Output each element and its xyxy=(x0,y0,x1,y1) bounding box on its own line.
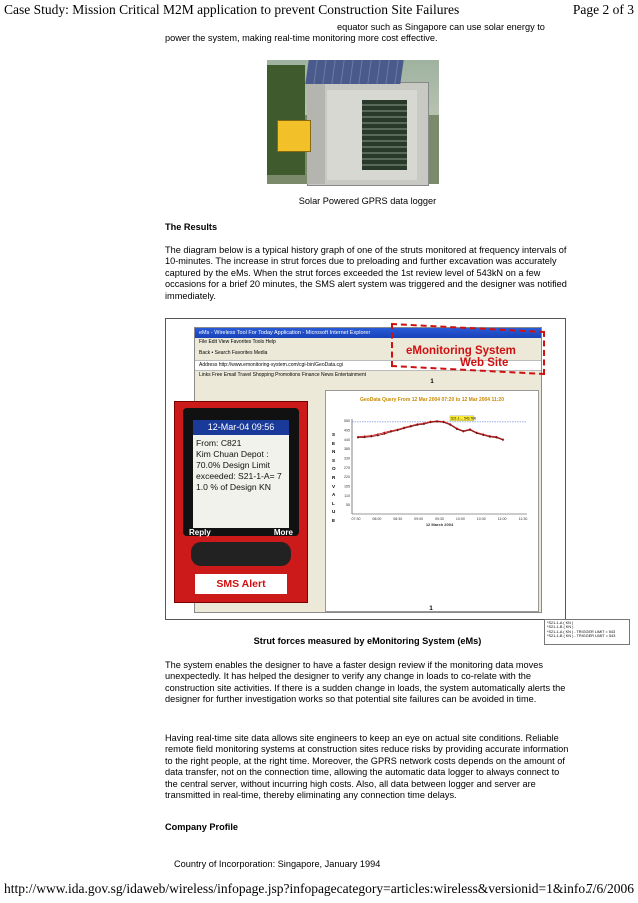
phone-more-softkey: More xyxy=(273,528,293,537)
series-point xyxy=(443,421,445,423)
x-axis-label: 12 March 2004 xyxy=(425,522,454,527)
photo-circuit-board xyxy=(362,100,407,170)
paragraph-real-time-data: Having real-time site data allows site engineers to keep an eye on actual site conditions. Reliable remote field monitoring systems at construction sites reduce risks by providing accurate information to the right people, at the right time. Moreover, the GPRS network costs depends on the amount of data transfer, not on the connection time, allowing the automatic data logger to always connect to the central server, without incurring high costs. Also, all data between logger and server are transmitted in real-time, thereby eliminating any connection time delays. xyxy=(165,733,569,801)
x-tick-label: 11:30 xyxy=(518,517,528,521)
browser-title-bar: eMs - Wireless Tool For Today Application - Microsoft Internet Explorer xyxy=(195,328,541,338)
phone-screen xyxy=(183,408,299,536)
results-heading: The Results xyxy=(165,222,218,232)
x-tick-label: 08:00 xyxy=(372,517,382,521)
y-tick-label: 275 xyxy=(344,465,350,470)
series-point xyxy=(390,431,392,433)
series-point xyxy=(482,434,484,436)
page-footer xyxy=(4,881,634,899)
legend-entry-1: *S21-1-A ( KN ) xyxy=(547,621,574,625)
series-point xyxy=(370,436,372,438)
intro-line-2: power the system, making real-time monitoring more cost effective. xyxy=(165,33,438,44)
figure-caption: Strut forces measured by eMonitoring System (eMs) xyxy=(253,636,482,646)
series-point xyxy=(436,421,438,423)
annotation-label: S21-1-... 543.7kN xyxy=(451,416,476,421)
y-tick-label: 165 xyxy=(344,484,350,489)
intro-line-1: equator such as Singapore can use solar energy to xyxy=(337,22,545,32)
legend-entry-3: *S21-1-A ( KN ) - TRIGGER LIMIT = 543 xyxy=(547,629,616,634)
phone-datetime: 12-Mar-04 09:56 xyxy=(193,420,289,435)
browser-toolbar: Back • Search Favorites Media xyxy=(199,350,268,356)
browser-menu-bar: File Edit View Favorites Tools Help xyxy=(199,339,276,345)
x-tick-label: 10:30 xyxy=(476,517,486,521)
series-point xyxy=(430,421,432,423)
series-point xyxy=(364,436,366,438)
series-point xyxy=(496,437,498,439)
series-point xyxy=(357,437,359,439)
source-url: http://www.ida.gov.sg/idaweb/wireless/infopage.jsp?infopagecategory=articles:wireless&versionid=1&info... xyxy=(4,881,596,896)
x-tick-label: 08:30 xyxy=(393,517,403,521)
series-point xyxy=(456,428,458,430)
x-tick-label: 11:00 xyxy=(497,517,507,521)
y-tick-label: 550 xyxy=(344,419,350,424)
web-content xyxy=(325,379,616,638)
y-tick-label: 495 xyxy=(344,428,350,433)
y-tick-label: 440 xyxy=(344,437,350,442)
strut-force-chart xyxy=(332,409,532,529)
x-tick-label: 09:30 xyxy=(435,517,444,521)
series-point xyxy=(449,424,451,426)
series-point xyxy=(410,426,412,428)
country-of-incorporation: Country of Incorporation: Singapore, January 1994 xyxy=(174,859,381,869)
series-line xyxy=(358,421,503,439)
x-tick-label: 07:30 xyxy=(351,517,361,521)
series-point xyxy=(502,439,504,441)
series-point xyxy=(489,436,491,438)
y-tick-label: 220 xyxy=(344,475,350,480)
phone-lcd xyxy=(193,420,289,528)
results-paragraph: The diagram below is a typical history graph of one of the struts monitored at frequency intervals of 10-minutes. The increase in strut forces due to preloading and further excavation was accurately captured by the eMs. When the strut forces exceeded the 1st review level of 543kN on a few occasions for a brief 20 minutes, the SMS alert system was triggered and the designer was notified immediately. xyxy=(165,245,567,301)
y-tick-label: 385 xyxy=(344,447,350,452)
series-point xyxy=(383,433,385,435)
page-header xyxy=(4,0,634,18)
x-tick-label: 10:00 xyxy=(455,517,465,521)
series-point xyxy=(476,432,478,434)
company-profile-heading: Company Profile xyxy=(165,822,239,832)
x-tick-label: 09:00 xyxy=(414,517,424,521)
solar-data-logger-photo xyxy=(267,60,439,184)
series-point xyxy=(423,423,425,425)
legend-entry-2: *S21-1-B ( KN ) xyxy=(547,625,574,630)
intro-text xyxy=(165,22,570,45)
sms-line-1: From: C821 xyxy=(196,438,242,448)
legend-entry-4: *S21-1-B ( KN ) - TRIGGER LIMIT = 543 xyxy=(547,633,616,638)
sms-line-5: 1.0 % of Design KN xyxy=(196,482,271,492)
browser-address-bar: Address http://www.emonitoring-system.com/cgi-bin/GeoData.cgi xyxy=(195,360,541,371)
sms-line-3: 70.0% Design Limit xyxy=(196,460,271,470)
nav-page-number-bottom: 1 xyxy=(429,606,433,612)
series-point xyxy=(469,429,471,431)
series-point xyxy=(403,427,405,429)
document-title: Case Study: Mission Critical M2M application to prevent Construction Site Failures xyxy=(4,2,460,17)
query-title: GeoData Query From 12 Mar 2004 07:20 to 12 Mar 2004 11:20 xyxy=(360,397,504,403)
page-number: Page 2 of 3 xyxy=(572,2,634,17)
y-tick-label: 55 xyxy=(346,503,350,508)
sms-alert-label: SMS Alert xyxy=(195,574,287,594)
ems-label xyxy=(406,345,516,369)
y-tick-label: 110 xyxy=(344,493,350,498)
ems-label-line-2: Web Site xyxy=(460,357,509,369)
nav-page-number-top: 1 xyxy=(430,379,434,385)
y-axis-letters: S E N S O R V A L U E xyxy=(332,432,336,523)
phone-keypad xyxy=(191,542,291,566)
photo-caption: Solar Powered GPRS data logger xyxy=(298,196,437,206)
browser-links-bar: Links Free Email Travel Shopping Promotions Finance News Entertainment xyxy=(199,372,367,378)
series-point xyxy=(397,429,399,431)
sms-line-4: exceeded: S21-1-A= 7 xyxy=(196,471,282,481)
paragraph-design-review: The system enables the designer to have a faster design review if the monitoring data moves unexpectedly. It has helped the designer to verify any change in loads to co-relate with the construction site activities. If there is a sudden change in loads, the system automatically alerts the designer for further investigation works so that potential site failures can be avoided in time. xyxy=(165,660,566,705)
series-point xyxy=(377,435,379,437)
phone-reply-softkey: Reply xyxy=(189,528,211,537)
sms-line-2: Kim Chuan Depot : xyxy=(196,449,269,459)
series-line xyxy=(358,422,503,440)
photo-yellow-modem xyxy=(277,120,311,152)
ems-label-line-1: eMonitoring System xyxy=(406,345,516,357)
series-point xyxy=(463,431,465,433)
mobile-phone xyxy=(174,401,308,603)
photo-solar-panel xyxy=(305,60,403,84)
y-tick-label: 330 xyxy=(344,456,350,461)
print-date: 7/6/2006 xyxy=(585,881,634,896)
ems-composite-figure xyxy=(165,318,616,638)
series-point xyxy=(416,424,418,426)
